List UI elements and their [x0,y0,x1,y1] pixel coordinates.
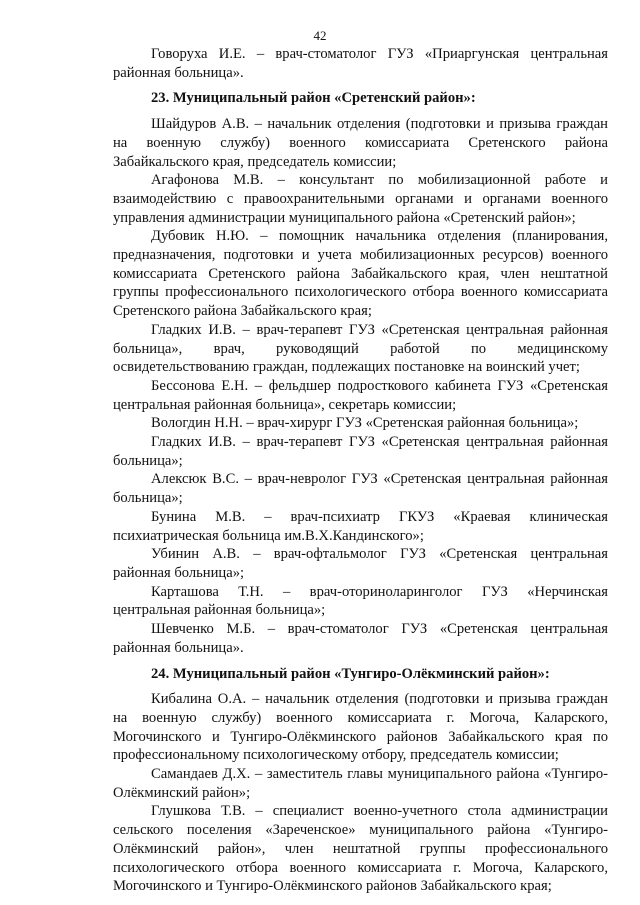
list-entry: Шайдуров А.В. – начальник отделения (подготовки и призыва граждан на военную службу) военного комиссариата Сретенского района Забайкальского края, председатель комиссии; [113,116,608,170]
list-entry: Агафонова М.В. – консультант по мобилизационной работе и взаимодействию с правоохранительными органами и органами военного управления администрации муниципального района «Сретенский район»; [113,172,608,226]
list-entry: Гладких И.В. – врач-терапевт ГУЗ «Сретенская центральная районная больница», врач, руководящий работой по медицинскому освидетельствованию граждан, подлежащих постановке на воинский учет; [113,321,608,376]
document-body [113,45,608,896]
list-entry: Вологдин Н.Н. – врач-хирург ГУЗ «Сретенская районная больница»; [151,415,579,432]
list-entry: Глушкова Т.В. – специалист военно-учетного стола администрации сельского поселения «Зареченское» муниципального района «Тунгиро-Олёкминский район», член нештатной группы профессионального психологического отбора военного комиссариата г. Могоча, Каларского, Могочинского и Тунгиро-Олёкминского районов Забайкальского края; [113,803,608,895]
list-entry: Самандаев Д.Х. – заместитель главы муниципального района «Тунгиро-Олёкминский район»; [113,766,608,801]
list-entry: Дубовик Н.Ю. – помощник начальника отделения (планирования, предназначения, подготовки и учета мобилизационных ресурсов) военного комиссариата Сретенского района Забайкальского края, член нештатной группы профессионального психологического отбора военного комиссариата Сретенского района Забайкальского края; [113,228,608,320]
section-heading-23: 23. Муниципальный район «Сретенский район»: [151,90,476,107]
list-entry: Кибалина О.А. – начальник отделения (подготовки и призыва граждан на военную службу) военного комиссариата г. Могоча, Каларского, Могочинского и Тунгиро-Олёкминского районов Забайкальского края по профессиональному психологическому отбору, председатель комиссии; [113,691,608,764]
list-entry: Убинин А.В. – врач-офтальмолог ГУЗ «Сретенская центральная районная больница»; [113,546,608,581]
list-entry: Гладких И.В. – врач-терапевт ГУЗ «Сретенская центральная районная больница»; [113,434,608,469]
page-number: 42 [313,28,327,43]
list-entry: Алексюк В.С. – врач-невролог ГУЗ «Сретенская центральная районная больница»; [113,471,608,507]
list-entry: Бунина М.В. – врач-психиатр ГКУЗ «Краевая клиническая психиатрическая больница им.В.Х.Кандинского»; [113,508,608,544]
list-entry: Говоруха И.Е. – врач-стоматолог ГУЗ «Приаргунская центральная районная больница». [113,46,608,81]
list-entry: Шевченко М.Б. – врач-стоматолог ГУЗ «Сретенская центральная районная больница». [113,621,608,656]
section-heading-24: 24. Муниципальный район «Тунгиро-Олёкминский район»: [151,665,550,682]
list-entry: Бессонова Е.Н. – фельдшер подросткового кабинета ГУЗ «Сретенская центральная районная больница», секретарь комиссии; [113,377,608,413]
list-entry: Карташова Т.Н. – врач-оториноларинголог ГУЗ «Нерчинская центральная районная больница»; [113,583,608,619]
